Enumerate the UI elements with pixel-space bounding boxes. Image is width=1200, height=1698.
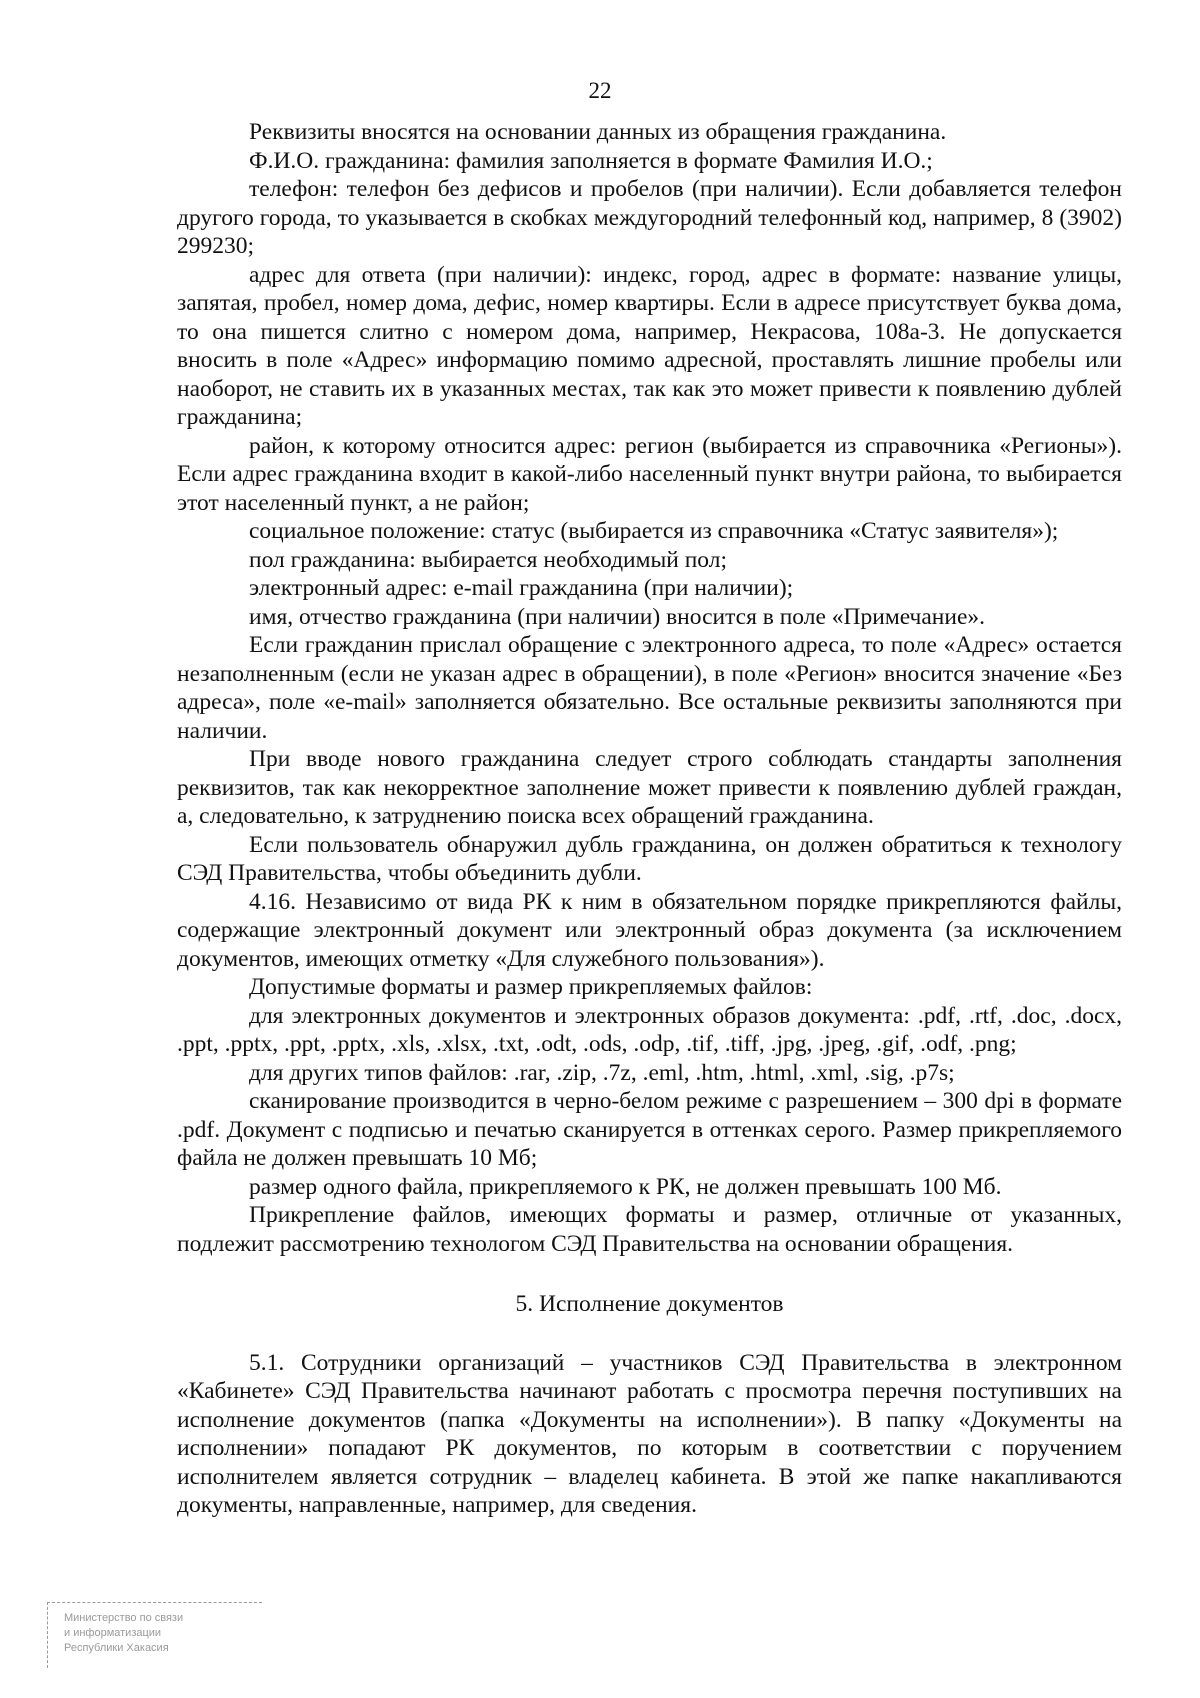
paragraph: Допустимые форматы и размер прикрепляемых файлов: <box>249 974 813 1000</box>
paragraph: электронный адрес: e-mail гражданина (при наличии); <box>249 575 794 601</box>
stamp-line: Министерство по связи <box>64 1612 184 1624</box>
paragraph: для электронных документов и электронных образов документа: .pdf, .rtf, .doc, .docx, .ppt, .pptx, .ppt, .pptx, .xls, .xlsx, .txt, .odt, .ods, .odp, .tif, .tiff, .jpg, .jpeg, .gif, .odf, .png; <box>177 1002 1122 1057</box>
paragraph: сканирование производится в черно-белом режиме с разрешением – 300 dpi в формате .pdf. Документ с подписью и печатью сканируется в оттенках серого. Размер прикрепляемого файла не должен превышать 10 Мб; <box>177 1088 1122 1171</box>
stamp-line: Республики Хакасия <box>64 1642 169 1654</box>
paragraph: 5.1. Сотрудники организаций – участников СЭД Правительства в электронном «Кабинете» СЭД Правительства начинают работать с просмотра перечня поступивших на исполнение документов (папка «Документы на исполнении»). В папку «Документы на исполнении» попадают РК документов, по которым в соответствии с поручением исполнителем является сотрудник – владелец кабинета. В этой же папке накапливаются документы, направленные, например, для сведения. <box>177 1349 1122 1518</box>
paragraph: Прикрепление файлов, имеющих форматы и размер, отличные от указанных, подлежит рассмотрению технологом СЭД Правительства на основании обращения. <box>177 1202 1122 1257</box>
paragraph: для других типов файлов: .rar, .zip, .7z, .eml, .htm, .html, .xml, .sig, .p7s; <box>249 1059 955 1086</box>
paragraph: Реквизиты вносятся на основании данных из обращения гражданина. <box>249 119 947 145</box>
paragraph: социальное положение: статус (выбирается из справочника «Статус заявителя»); <box>249 518 1059 544</box>
paragraph: адрес для ответа (при наличии): индекс, город, адрес в формате: название улицы, запятая, пробел, номер дома, дефис, номер квартиры. Если в адресе присутствует буква дома, то она пишется слитно с номером дома, например, Некрасова, 108а-3. Не допускается вносить в поле «Адрес» информацию помимо адресной, проставлять лишние пробелы или наоборот, не ставить их в указанных местах, так как это может привести к появлению дублей гражданина; <box>177 261 1122 430</box>
document-body <box>177 118 1122 1520</box>
paragraph: Если пользователь обнаружил дубль гражданина, он должен обратиться к технологу СЭД Правительства, чтобы объединить дубли. <box>177 831 1122 886</box>
paragraph: Ф.И.О. гражданина: фамилия заполняется в формате Фамилия И.О.; <box>249 147 933 174</box>
paragraph: 4.16. Независимо от вида РК к ним в обязательном порядке прикрепляются файлы, содержащие электронный документ или электронный образ документа (за исключением документов, имеющих отметку «Для служебного пользования»). <box>177 888 1122 972</box>
section-heading: 5. Исполнение документов <box>515 1291 784 1317</box>
paragraph: При вводе нового гражданина следует строго соблюдать стандарты заполнения реквизитов, так как некорректное заполнение может привести к появлению дублей граждан, а, следовательно, к затруднению поиска всех обращений гражданина. <box>177 746 1122 829</box>
paragraph: размер одного файла, прикрепляемого к РК, не должен превышать 100 Мб. <box>249 1173 1002 1200</box>
page-number: 22 <box>588 78 612 103</box>
paragraph: район, к которому относится адрес: регион (выбирается из справочника «Регионы»). Если адрес гражданина входит в какой-либо населенный пункт внутри района, то выбирается этот населенный пункт, а не район; <box>177 432 1122 516</box>
paragraph: пол гражданина: выбирается необходимый пол; <box>249 546 727 573</box>
registration-stamp <box>47 1602 262 1668</box>
paragraph: имя, отчество гражданина (при наличии) вносится в поле «Примечание». <box>249 603 986 630</box>
paragraph: телефон: телефон без дефисов и пробелов (при наличии). Если добавляется телефон другого города, то указывается в скобках междугородний телефонный код, например, 8 (3902) 299230; <box>177 176 1122 259</box>
stamp-line: и информатизации <box>64 1627 162 1639</box>
paragraph: Если гражданин прислал обращение с электронного адреса, то поле «Адрес» остается незаполненным (если не указан адрес в обращении), в поле «Регион» вносится значение «Без адреса», поле «e-mail» заполняется обязательно. Все остальные реквизиты заполняются при наличии. <box>177 632 1122 744</box>
